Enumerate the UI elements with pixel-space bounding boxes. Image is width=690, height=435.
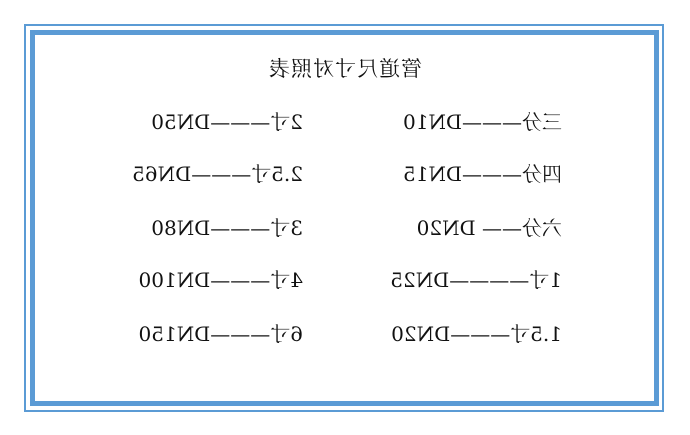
- size-entry-left: 六分—— DN20: [416, 216, 562, 240]
- size-entry-right: 6寸———DN150: [138, 322, 303, 346]
- size-entry-right: 2.5寸———DN65: [132, 162, 303, 186]
- size-row: [0, 319, 690, 349]
- size-row: [0, 159, 690, 189]
- size-entry-left: 1寸————DN25: [390, 268, 562, 292]
- size-entry-right: 3寸———DN80: [151, 216, 303, 240]
- size-row: [0, 107, 690, 137]
- size-row: [0, 213, 690, 243]
- size-entry-left: 三分———DN10: [403, 110, 562, 134]
- size-row: [0, 265, 690, 295]
- size-entry-right: 2寸———DN50: [151, 110, 303, 134]
- size-entry-right: 4寸———DN100: [138, 268, 303, 292]
- table-title: 管道尺寸对照表: [268, 57, 422, 81]
- size-entry-left: 1.5寸———DN20: [391, 322, 562, 346]
- size-entry-left: 四分———DN15: [403, 162, 562, 186]
